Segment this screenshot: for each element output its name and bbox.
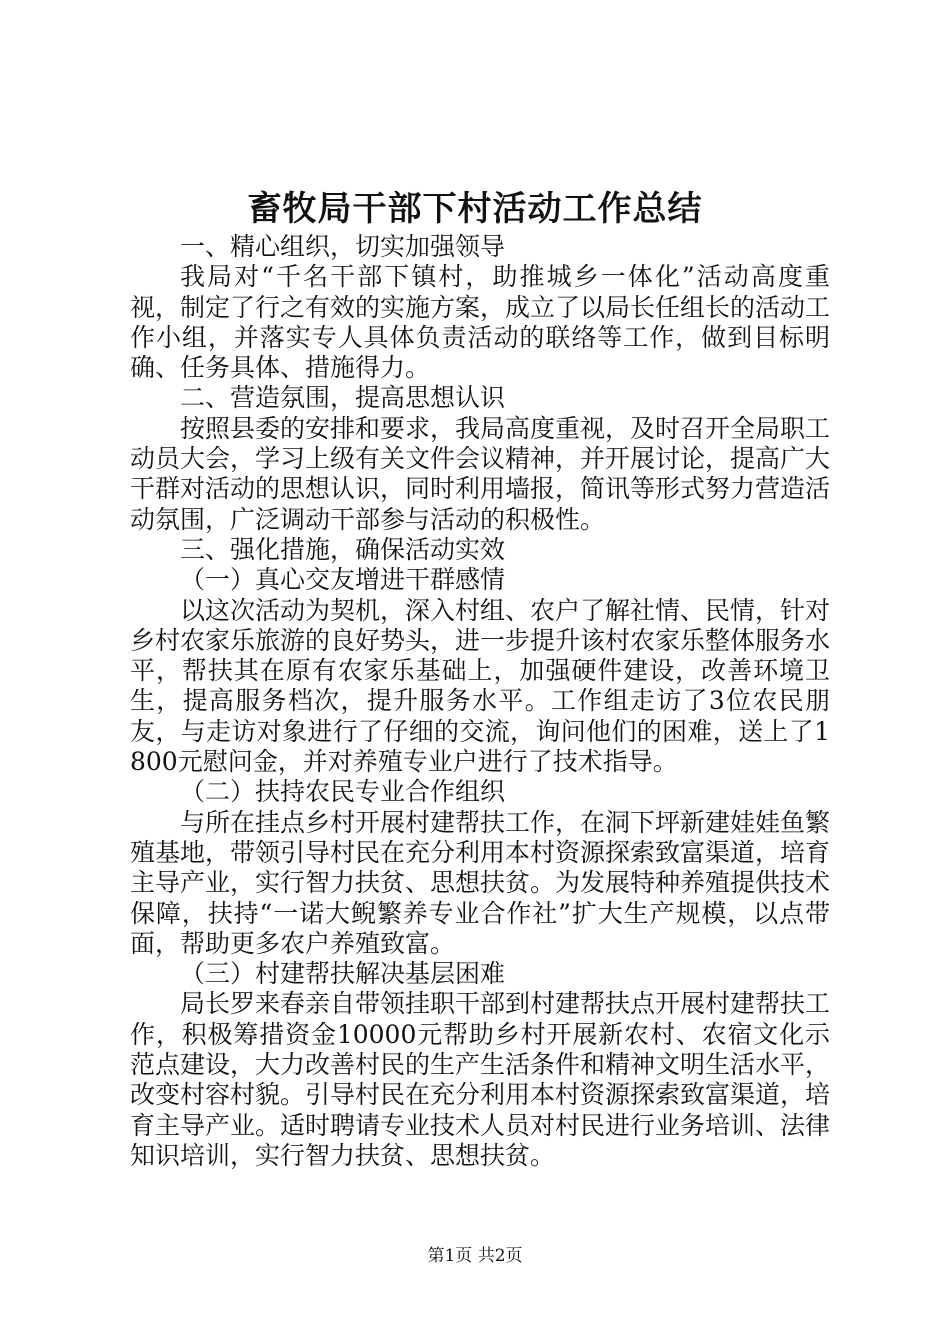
subsection-heading-2: （二）扶持农民专业合作组织	[180, 777, 506, 807]
paragraph-1: 我局对“千名干部下镇村，助推城乡一体化”活动高度重视，制定了行之有效的实施方案，成立了以局长任组长的活动工作小组，并落实专人具体负责活动的联络等工作，做到目标明确、任务具体、措施得力。	[130, 262, 831, 383]
document-title: 畜牧局干部下村活动工作总结	[247, 189, 703, 229]
subsection-heading-1: （一）真心交友增进干群感情	[180, 565, 506, 595]
section-heading-2: 二、营造氛围，提高思想认识	[180, 383, 506, 413]
paragraph-4: 与所在挂点乡村开展村建帮扶工作，在洞下坪新建娃娃鱼繁殖基地，带领引导村民在充分利用本村资源探索致富渠道，培育主导产业，实行智力扶贫、思想扶贫。为发展特种养殖提供技术保障，扶持“一诺大鲵繁养专业合作社”扩大生产规模，以点带面，帮助更多农户养殖致富。	[130, 807, 831, 958]
paragraph-3: 以这次活动为契机，深入村组、农户了解社情、民情，针对乡村农家乐旅游的良好势头，进一步提升该村农家乐整体服务水平，帮扶其在原有农家乐基础上，加强硬件建设，改善环境卫生，提高服务档次，提升服务水平。工作组走访了3位农民朋友，与走访对象进行了仔细的交流，询问他们的困难，送上了1800元慰问金，并对养殖专业户进行了技术指导。	[130, 595, 831, 777]
paragraph-5: 局长罗来春亲自带领挂职干部到村建帮扶点开展村建帮扶工作，积极筹措资金10000元帮助乡村开展新农村、农宿文化示范点建设，大力改善村民的生产生活条件和精神文明生活水平，改变村容村貌。引导村民在充分利用本村资源探索致富渠道，培育主导产业。适时聘请专业技术人员对村民进行业务培训、法律知识培训，实行智力扶贫、思想扶贫。	[130, 989, 831, 1170]
section-heading-1: 一、精心组织，切实加强领导	[180, 232, 506, 261]
subsection-heading-3: （三）村建帮扶解决基层困难	[180, 959, 506, 989]
document-body	[130, 232, 830, 1171]
section-heading-3: 三、强化措施，确保活动实效	[180, 534, 506, 564]
page-footer: 第1页 共2页	[427, 1246, 523, 1266]
paragraph-2: 按照县委的安排和要求，我局高度重视，及时召开全局职工动员大会，学习上级有关文件会议精神，并开展讨论，提高广大干群对活动的思想认识，同时利用墙报，简讯等形式努力营造活动氛围，广泛调动干部参与活动的积极性。	[130, 413, 831, 534]
